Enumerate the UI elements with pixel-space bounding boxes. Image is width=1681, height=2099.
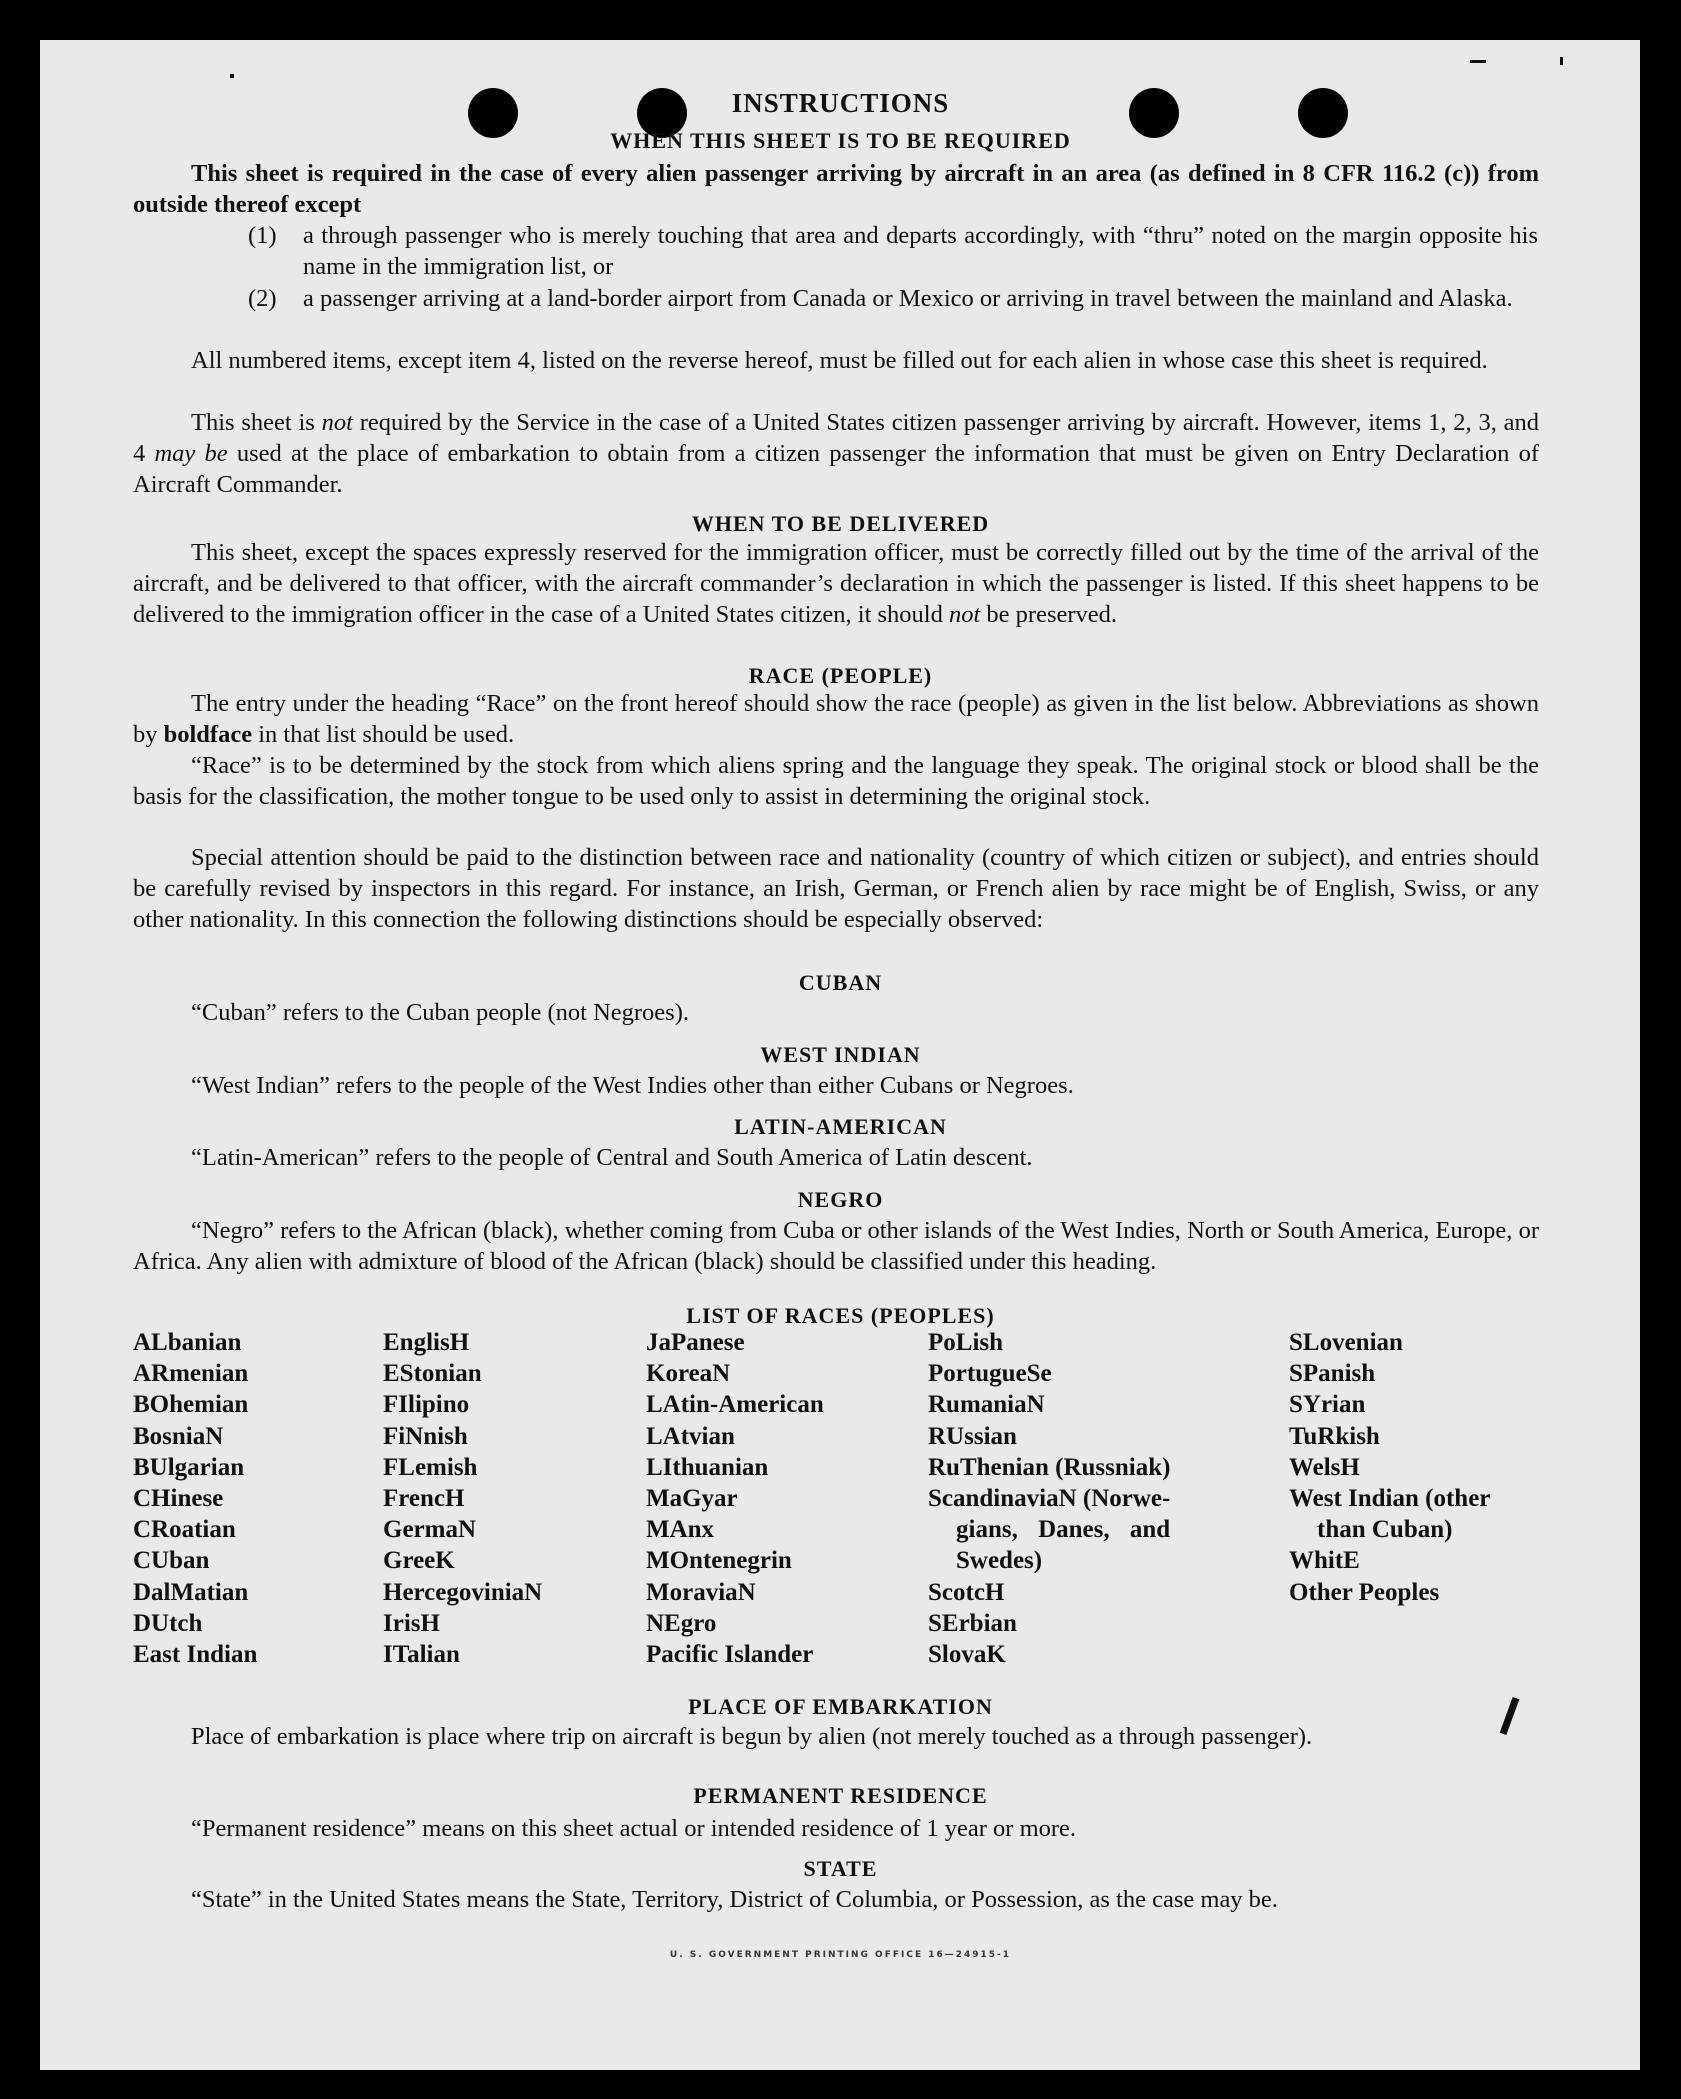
race-item: ITalian <box>383 1641 460 1669</box>
section-heading-race: RACE (PEOPLE) <box>748 663 933 688</box>
heading-list-of-races: LIST OF RACES (PEOPLES) <box>686 1303 995 1328</box>
race-item: ARmenian <box>133 1360 249 1388</box>
west-indian-text: “West Indian” refers to the people of the West Indies other than either Cubans or Negroes. <box>191 1072 1074 1099</box>
residence-text: “Permanent residence” means on this sheet actual or intended residence of 1 year or more. <box>191 1815 1077 1842</box>
race-item: ScotcH <box>928 1578 1005 1606</box>
race-item: LAtvian <box>646 1422 735 1450</box>
race-item: CRoatian <box>133 1516 236 1544</box>
race-item: Other Peoples <box>1289 1578 1440 1606</box>
race-item: SErbian <box>928 1609 1017 1637</box>
race-item: NEgro <box>646 1609 717 1637</box>
race-item: RuThenian (Russniak) <box>928 1453 1171 1481</box>
race-column-4 <box>928 1327 1170 1670</box>
race-item: EnglisH <box>383 1329 470 1356</box>
race-item: than Cuban) <box>1317 1516 1453 1544</box>
race-item: Swedes) <box>956 1547 1043 1575</box>
embarkation-text: Place of embarkation is place where trip on aircraft is begun by alien (not merely touched as a through passenger). <box>191 1723 1313 1750</box>
cuban-text: “Cuban” refers to the Cuban people (not Negroes). <box>191 999 689 1026</box>
race-item: IrisH <box>383 1609 440 1637</box>
race-item: TuRkish <box>1289 1422 1380 1450</box>
race-item: SLovenian <box>1289 1329 1403 1356</box>
race-paragraph-3: Special attention should be paid to the distinction between race and nationality (country of which citizen or subject), and entries should be carefully revised by inspectors in this regard. For instance, an Irish, German, or French alien by race might be of English, Swiss, or any other nationality. In this connection the following distinctions should be especially observed: <box>133 844 1539 934</box>
numbered-items-paragraph: All numbered items, except item 4, listed on the reverse hereof, must be filled out for each alien in whose case this sheet is required. <box>191 347 1488 374</box>
race-item: HercegoviniaN <box>383 1578 543 1606</box>
race-item: MaGyar <box>646 1485 738 1513</box>
race-item: MoraviaN <box>646 1578 756 1606</box>
document-title: INSTRUCTIONS <box>731 88 950 118</box>
state-text: “State” in the United States means the State, Territory, District of Columbia, or Possession, as the case may be. <box>191 1886 1278 1913</box>
heading-latin-american: LATIN-AMERICAN <box>734 1114 947 1139</box>
race-item: MOntenegrin <box>646 1547 792 1575</box>
race-item: PoLish <box>928 1329 1004 1356</box>
race-item: GermaN <box>383 1516 477 1544</box>
race-item: LAtin-American <box>646 1391 824 1419</box>
race-item: West Indian (other <box>1289 1485 1491 1513</box>
race-item: PortugueSe <box>928 1360 1052 1388</box>
race-item: DalMatian <box>133 1578 249 1606</box>
race-item: East Indian <box>133 1641 258 1669</box>
negro-text: “Negro” refers to the African (black), whether coming from Cuba or other islands of the West Indies, North or South America, Europe, or Africa. Any alien with admixture of blood of the African (black) should be classified under this heading. <box>133 1217 1539 1276</box>
race-item: RUssian <box>928 1422 1017 1450</box>
heading-negro: NEGRO <box>797 1187 884 1212</box>
race-column-2 <box>383 1327 542 1670</box>
exception-item-1: (1) a through passenger who is merely touching that area and departs accordingly, with “thru” noted on the margin opposite his name in the immigration list, or <box>248 222 1538 281</box>
race-item: BUlgarian <box>133 1453 245 1481</box>
heading-west-indian: WEST INDIAN <box>760 1042 921 1067</box>
race-item: LIthuanian <box>646 1453 769 1481</box>
race-item: RumaniaN <box>928 1391 1045 1419</box>
race-item: ALbanian <box>133 1329 242 1356</box>
race-item: gians, Danes, and <box>956 1516 1171 1544</box>
race-paragraph-2: “Race” is to be determined by the stock from which aliens spring and the language they speak. The original stock or blood shall be the basis for the classification, the mother tongue to be used only to assist in determining the original stock. <box>133 752 1539 811</box>
race-item: FiNnish <box>383 1422 468 1450</box>
section-heading-when-required: WHEN THIS SHEET IS TO BE REQUIRED <box>610 128 1071 153</box>
race-item: CUban <box>133 1547 210 1575</box>
race-item: SPanish <box>1289 1360 1376 1388</box>
race-item: ScandinaviaN (Norwe- <box>928 1485 1171 1513</box>
latin-american-text: “Latin-American” refers to the people of Central and South America of Latin descent. <box>191 1144 1033 1171</box>
exception-item-2: (2) a passenger arriving at a land-border airport from Canada or Mexico or arriving in travel between the mainland and Alaska. <box>248 285 1513 312</box>
heading-permanent-residence: PERMANENT RESIDENCE <box>693 1783 988 1808</box>
heading-place-of-embarkation: PLACE OF EMBARKATION <box>688 1694 993 1719</box>
section-heading-when-delivered: WHEN TO BE DELIVERED <box>691 511 990 536</box>
race-item: FIlipino <box>383 1391 470 1419</box>
race-column-3 <box>646 1327 824 1670</box>
race-item: BOhemian <box>133 1391 249 1419</box>
race-item: EStonian <box>383 1360 482 1388</box>
race-item: CHinese <box>133 1485 224 1513</box>
race-item: WelsH <box>1289 1453 1360 1481</box>
race-item: SlovaK <box>928 1641 1006 1669</box>
ink-speck <box>230 74 234 78</box>
race-item: Pacific Islander <box>646 1641 814 1669</box>
citizen-paragraph: This sheet is not required by the Service in the case of a United States citizen passenger arriving by aircraft. However, items 1, 2, 3, and 4 may be used at the place of embarkation to obtain from a citizen passenger the information that must be given on Entry Declaration of Aircraft Commander. <box>133 409 1540 499</box>
race-item: GreeK <box>383 1547 455 1575</box>
race-item: FLemish <box>383 1453 478 1481</box>
race-item: WhitE <box>1289 1547 1360 1575</box>
race-item: FrencH <box>383 1485 465 1513</box>
race-item: SYrian <box>1289 1391 1366 1419</box>
race-item: JaPanese <box>646 1329 745 1356</box>
race-item: DUtch <box>133 1609 203 1637</box>
heading-state: STATE <box>803 1856 878 1881</box>
required-paragraph: This sheet is required in the case of every alien passenger arriving by aircraft in an area (as defined in 8 CFR 116.2 (c)) from outside thereof except <box>133 160 1539 219</box>
ink-speck <box>1470 60 1486 63</box>
heading-cuban: CUBAN <box>798 970 883 995</box>
race-column-5 <box>1289 1327 1490 1608</box>
race-item: MAnx <box>646 1516 715 1544</box>
race-item: KoreaN <box>646 1360 731 1388</box>
delivery-paragraph: This sheet, except the spaces expressly reserved for the immigration officer, must be correctly filled out by the time of the arrival of the aircraft, and be delivered to that officer, with the aircraft commander’s declaration in which the passenger is listed. If this sheet happens to be delivered to the immigration officer in the case of a United States citizen, it should not be preserved. <box>133 539 1539 629</box>
race-column-1 <box>133 1327 257 1670</box>
race-paragraph-1: The entry under the heading “Race” on the front hereof should show the race (people) as given in the list below. Abbreviations as shown by boldface in that list should be used. <box>133 690 1539 749</box>
printing-office-imprint: U. S. GOVERNMENT PRINTING OFFICE 16—24915-1 <box>669 1950 1012 1960</box>
ink-speck <box>1560 57 1563 65</box>
race-item: BosniaN <box>133 1422 224 1450</box>
